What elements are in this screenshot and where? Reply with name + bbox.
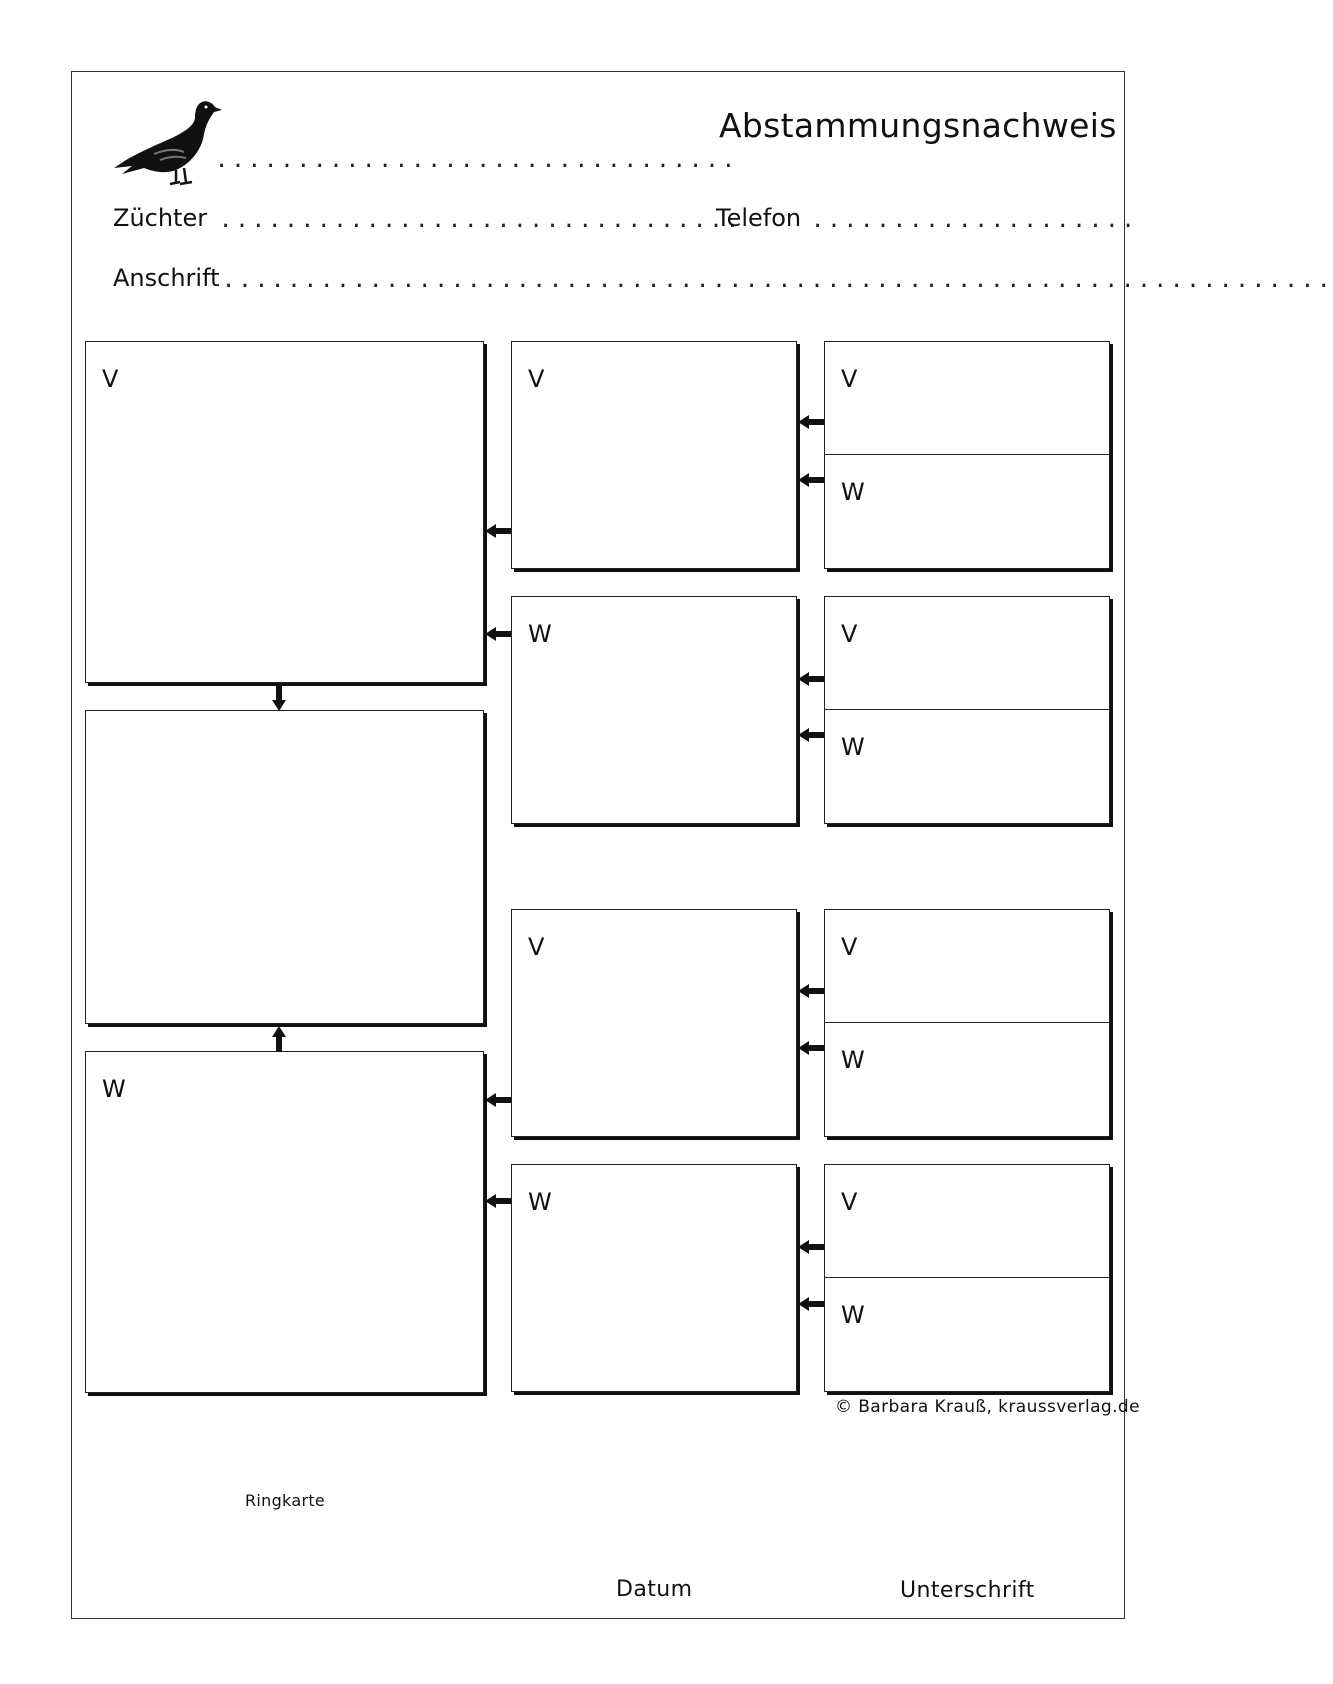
grandparent-box-2[interactable] <box>511 596 797 824</box>
page-title: Abstammungsnachweis <box>719 106 1117 145</box>
great-grandparent-label-3b: W <box>841 1046 865 1074</box>
dam-label: W <box>102 1075 126 1103</box>
dam-box[interactable] <box>85 1051 484 1393</box>
great-grandparent-box-2[interactable] <box>824 596 1110 824</box>
arrow-left-icon <box>485 1093 511 1107</box>
grandparent-label-3: V <box>528 933 545 961</box>
breeder-dotted-line[interactable]: ................................ <box>219 208 743 233</box>
divider <box>825 709 1109 710</box>
name-dotted-line[interactable]: ................................ <box>215 148 739 173</box>
grandparent-box-1[interactable] <box>511 341 797 569</box>
arrow-down-icon <box>272 685 286 711</box>
arrow-left-icon <box>798 728 824 742</box>
phone-label: Telefon <box>716 204 802 232</box>
sire-label: V <box>102 365 119 393</box>
pigeon-icon <box>114 98 222 190</box>
arrow-left-icon <box>798 1297 824 1311</box>
great-grandparent-label-4a: V <box>841 1188 858 1216</box>
arrow-left-icon <box>485 524 511 538</box>
ring-card-label: Ringkarte <box>245 1491 326 1510</box>
divider <box>825 1277 1109 1278</box>
arrow-left-icon <box>485 627 511 641</box>
arrow-left-icon <box>485 1194 511 1208</box>
divider <box>825 454 1109 455</box>
copyright-note: © Barbara Krauß, kraussverlag.de <box>835 1397 1140 1417</box>
signature-label: Unterschrift <box>900 1578 1035 1603</box>
divider <box>825 1022 1109 1023</box>
arrow-left-icon <box>798 1041 824 1055</box>
grandparent-label-4: W <box>528 1188 552 1216</box>
arrow-left-icon <box>798 415 824 429</box>
grandparent-box-3[interactable] <box>511 909 797 1137</box>
great-grandparent-label-2a: V <box>841 620 858 648</box>
arrow-left-icon <box>798 473 824 487</box>
address-dotted-line[interactable]: .................................................................... <box>222 268 1333 293</box>
arrow-left-icon <box>798 1240 824 1254</box>
date-label: Datum <box>616 1577 693 1602</box>
phone-dotted-line[interactable]: .................... <box>811 208 1138 233</box>
great-grandparent-label-1b: W <box>841 478 865 506</box>
arrow-left-icon <box>798 672 824 686</box>
address-label: Anschrift <box>113 264 220 292</box>
great-grandparent-box-4[interactable] <box>824 1164 1110 1392</box>
arrow-left-icon <box>798 984 824 998</box>
great-grandparent-label-3a: V <box>841 933 858 961</box>
grandparent-label-1: V <box>528 365 545 393</box>
great-grandparent-label-2b: W <box>841 733 865 761</box>
breeder-label: Züchter <box>113 204 208 232</box>
great-grandparent-box-1[interactable] <box>824 341 1110 569</box>
grandparent-label-2: W <box>528 620 552 648</box>
arrow-up-icon <box>272 1026 286 1052</box>
sire-box[interactable] <box>85 341 484 683</box>
grandparent-box-4[interactable] <box>511 1164 797 1392</box>
great-grandparent-label-1a: V <box>841 365 858 393</box>
great-grandparent-label-4b: W <box>841 1301 865 1329</box>
great-grandparent-box-3[interactable] <box>824 909 1110 1137</box>
subject-box[interactable] <box>85 710 484 1024</box>
